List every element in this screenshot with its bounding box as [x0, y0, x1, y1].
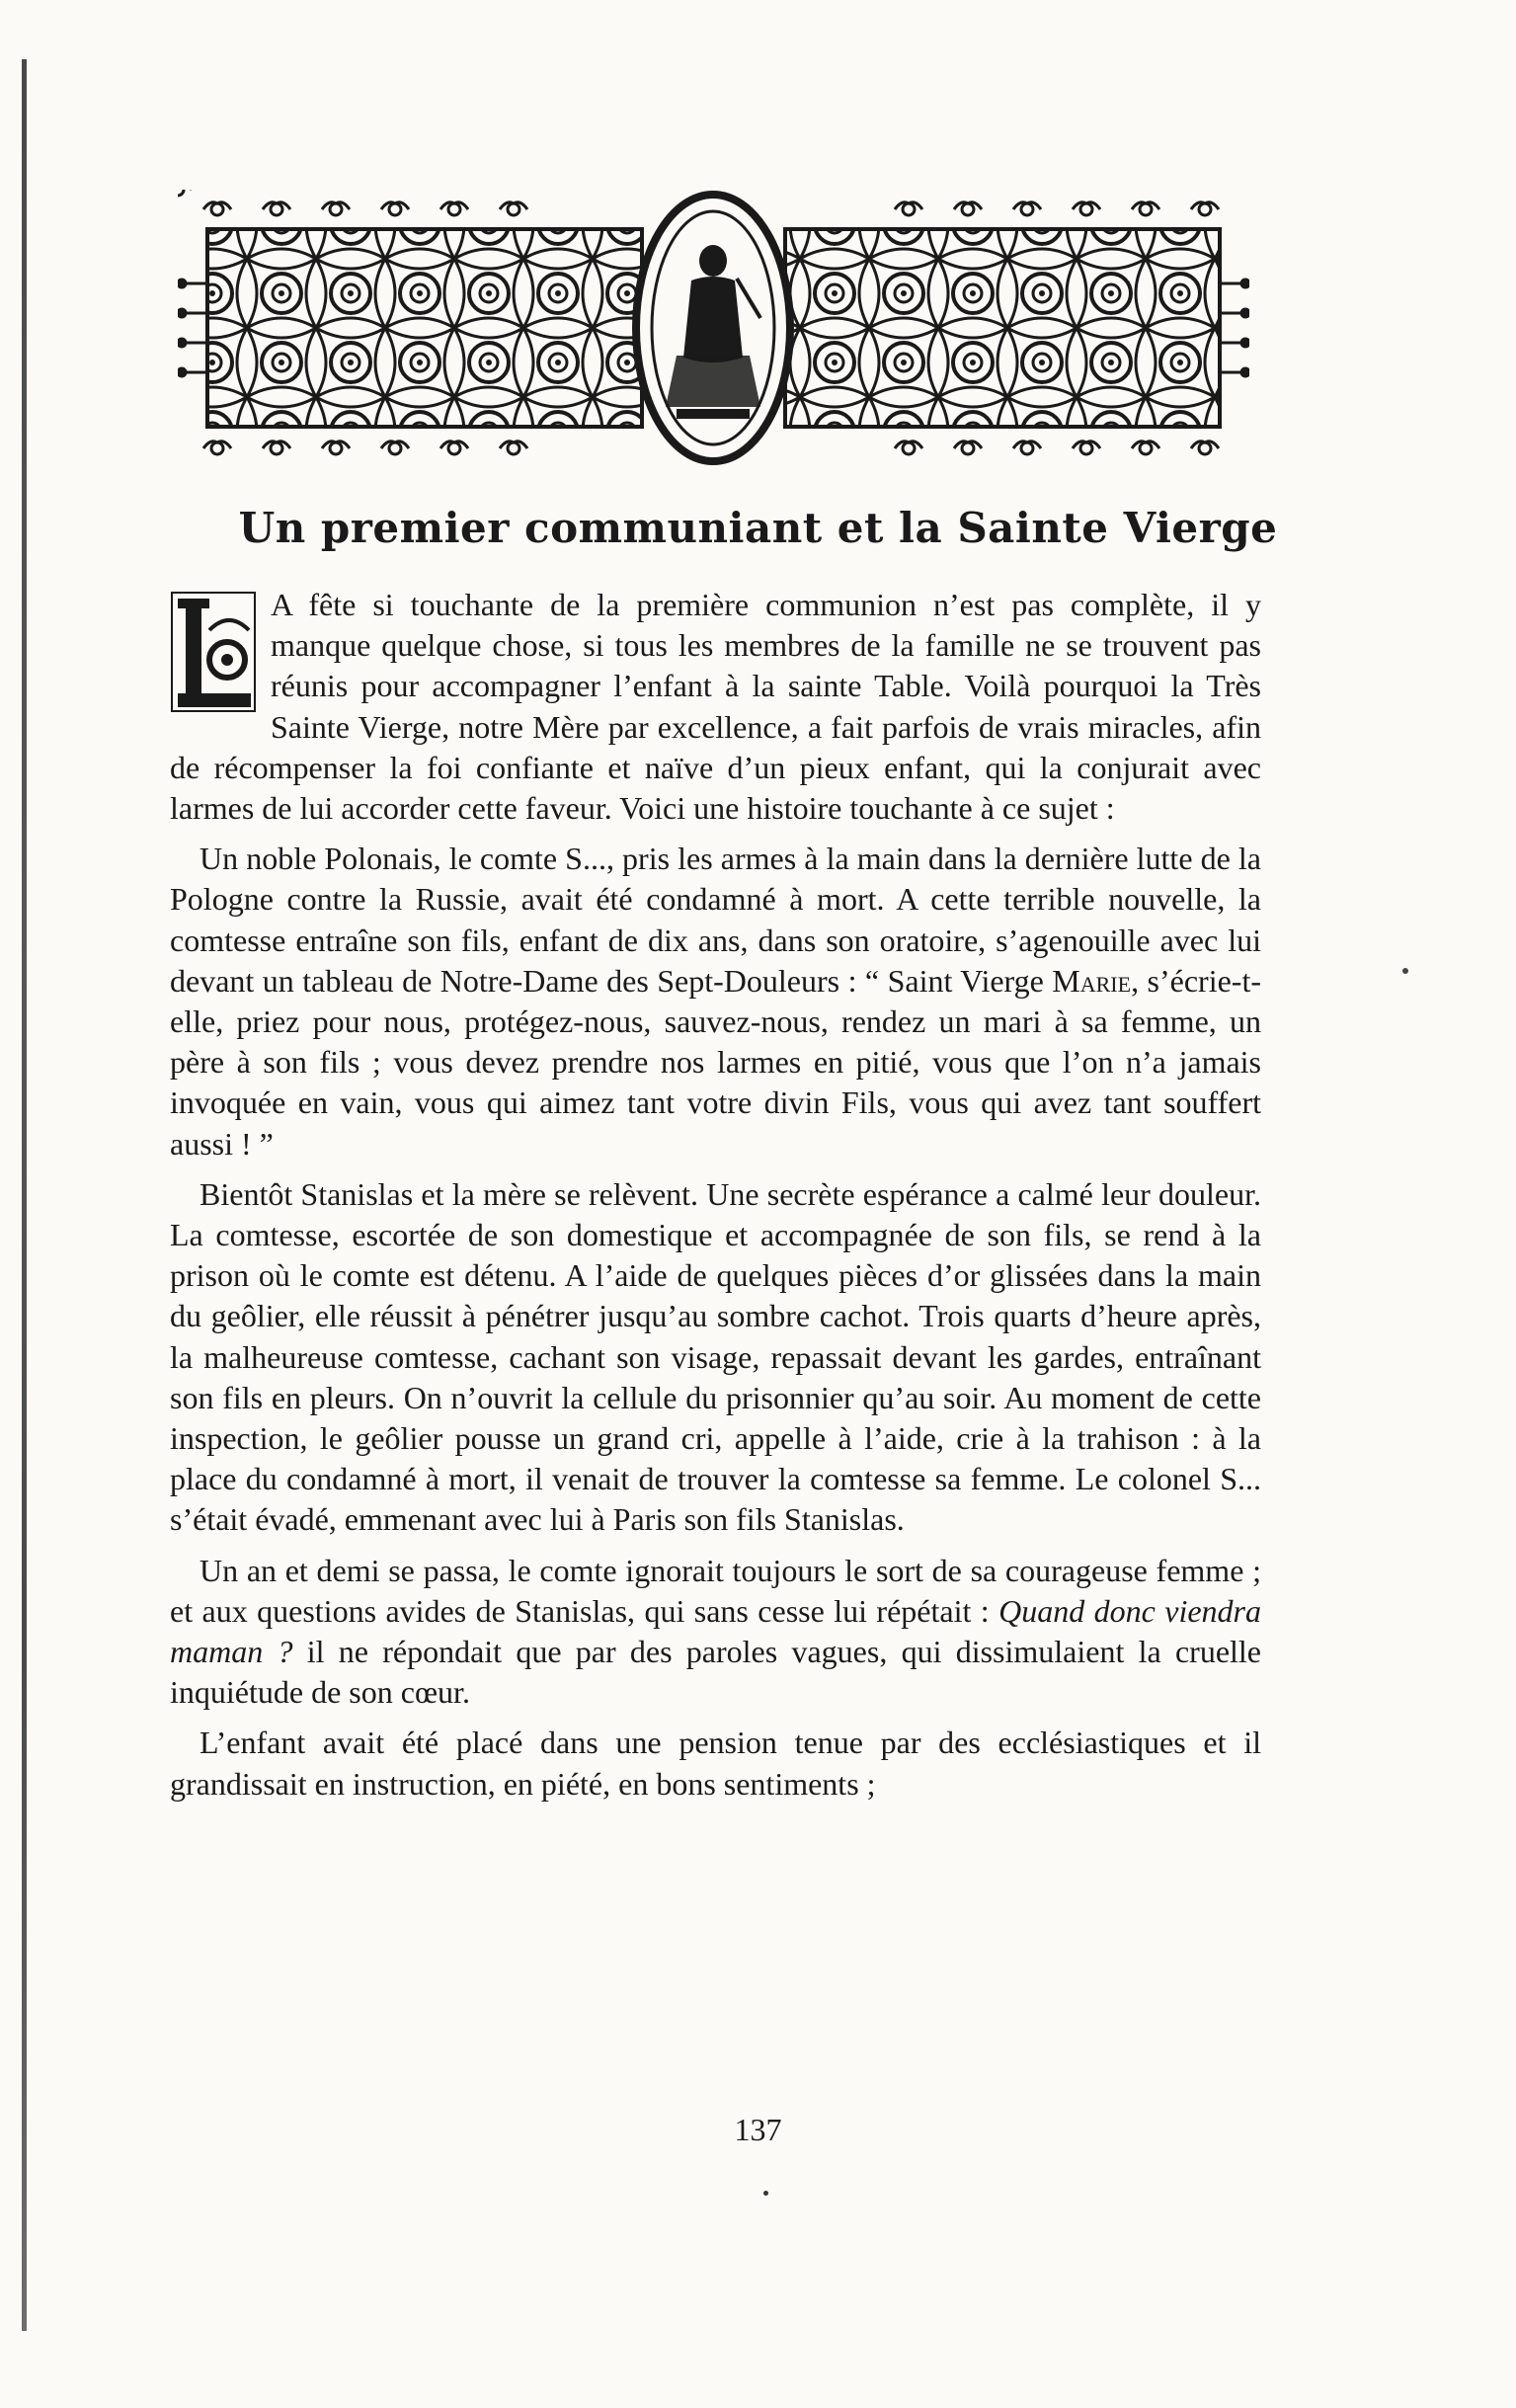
paragraph-4 — [170, 1551, 1261, 1714]
paragraph-1 — [170, 585, 1261, 829]
ornamental-dropcap — [170, 591, 257, 713]
paragraph-3: Bientôt Stanislas et la mère se relèvent. Une secrète espérance a calmé leur douleur. La comtesse, escortée de son domestique et accompagnée de son fils, se rend à la prison où le comte est détenu. A l’aide de quelques pièces d’or glissées dans la main du geôlier, elle réussit à pénétrer jusqu’au sombre cachot. Trois quarts d’heure après, la malheureuse comtesse, cachant son visage, repassait devant les gardes, entraînant son fils en pleurs. On n’ouvrit la cellule du prisonnier qu’au soir. Au moment de cette inspection, le geôlier pousse un grand cri, appelle à l’aide, crie à la trahison : à la place du condamné à mort, il venait de trouver la comtesse sa femme. Le colonel S... s’était évadé, emmenant avec lui à Paris son fils Stanislas. — [170, 1175, 1261, 1538]
body-text — [170, 585, 1261, 1814]
paragraph-2 — [170, 839, 1261, 1164]
paragraph-1-text: A fête si touchante de la première communion n’est pas complète, il y manque quelque chose, si tous les membres de la famille ne se trouvent pas réunis pour accompagner l’enfant à la sainte Table. Voilà pourquoi la Très Sainte Vierge, notre Mère par excellence, a fait parfois de vrais miracles, afin de récompenser la foi confiante et naïve d’un pieux enfant, qui la conjurait avec larmes de lui accorder cette faveur. Voici une histoire touchante à ce sujet : — [170, 587, 1261, 827]
margin-speck — [1402, 968, 1408, 974]
paragraph-4-text-a: Un an et demi se passa, le comte ignorait toujours le sort de sa courageuse femme ; et aux questions avides de Stanislas, qui sans cesse lui répétait : — [170, 1552, 1261, 1629]
ink-speck — [763, 2191, 768, 2196]
italic-question: Quand donc viendra maman ? — [170, 1592, 1262, 1670]
paragraph-2-text-a: Un noble Polonais, le comte S..., pris les armes à la main dans la dernière lutte de la Pologne contre la Russie, avait été condamné à mort. A cette terrible nouvelle, la comtesse entraîne son fils, enfant de dix ans, dans son oratoire, s’agenouille avec lui devant un tableau de Notre-Dame des Sept-Douleurs : “ Saint Vierge — [170, 841, 1261, 999]
name-marie: Marie — [1052, 962, 1132, 999]
page-number: 137 — [734, 2112, 782, 2147]
ornamental-headpiece — [178, 190, 1249, 466]
binding-edge — [22, 59, 27, 2331]
paragraph-4-text-b: il ne répondait que par des paroles vagues, qui dissimulaient la cruelle inquiétude de son cœur. — [170, 1634, 1262, 1711]
paragraph-5: L’enfant avait été placé dans une pension tenue par des ecclésiastiques et il grandissait en instruction, en piété, en bons sentiments ; — [170, 1725, 1261, 1802]
paragraph-2-text-b: , s’écrie-t-elle, priez pour nous, protégez-nous, sauvez-nous, rendez un mari à sa femme, un père à son fils ; vous devez prendre nos larmes en pitié, vous que l’on n’a jamais invoquée en vain, vous qui aimez tant votre divin Fils, vous qui avez tant souffert aussi ! ” — [170, 962, 1262, 1162]
chapter-title: Un premier communiant et la Sainte Vierge — [238, 504, 1278, 552]
